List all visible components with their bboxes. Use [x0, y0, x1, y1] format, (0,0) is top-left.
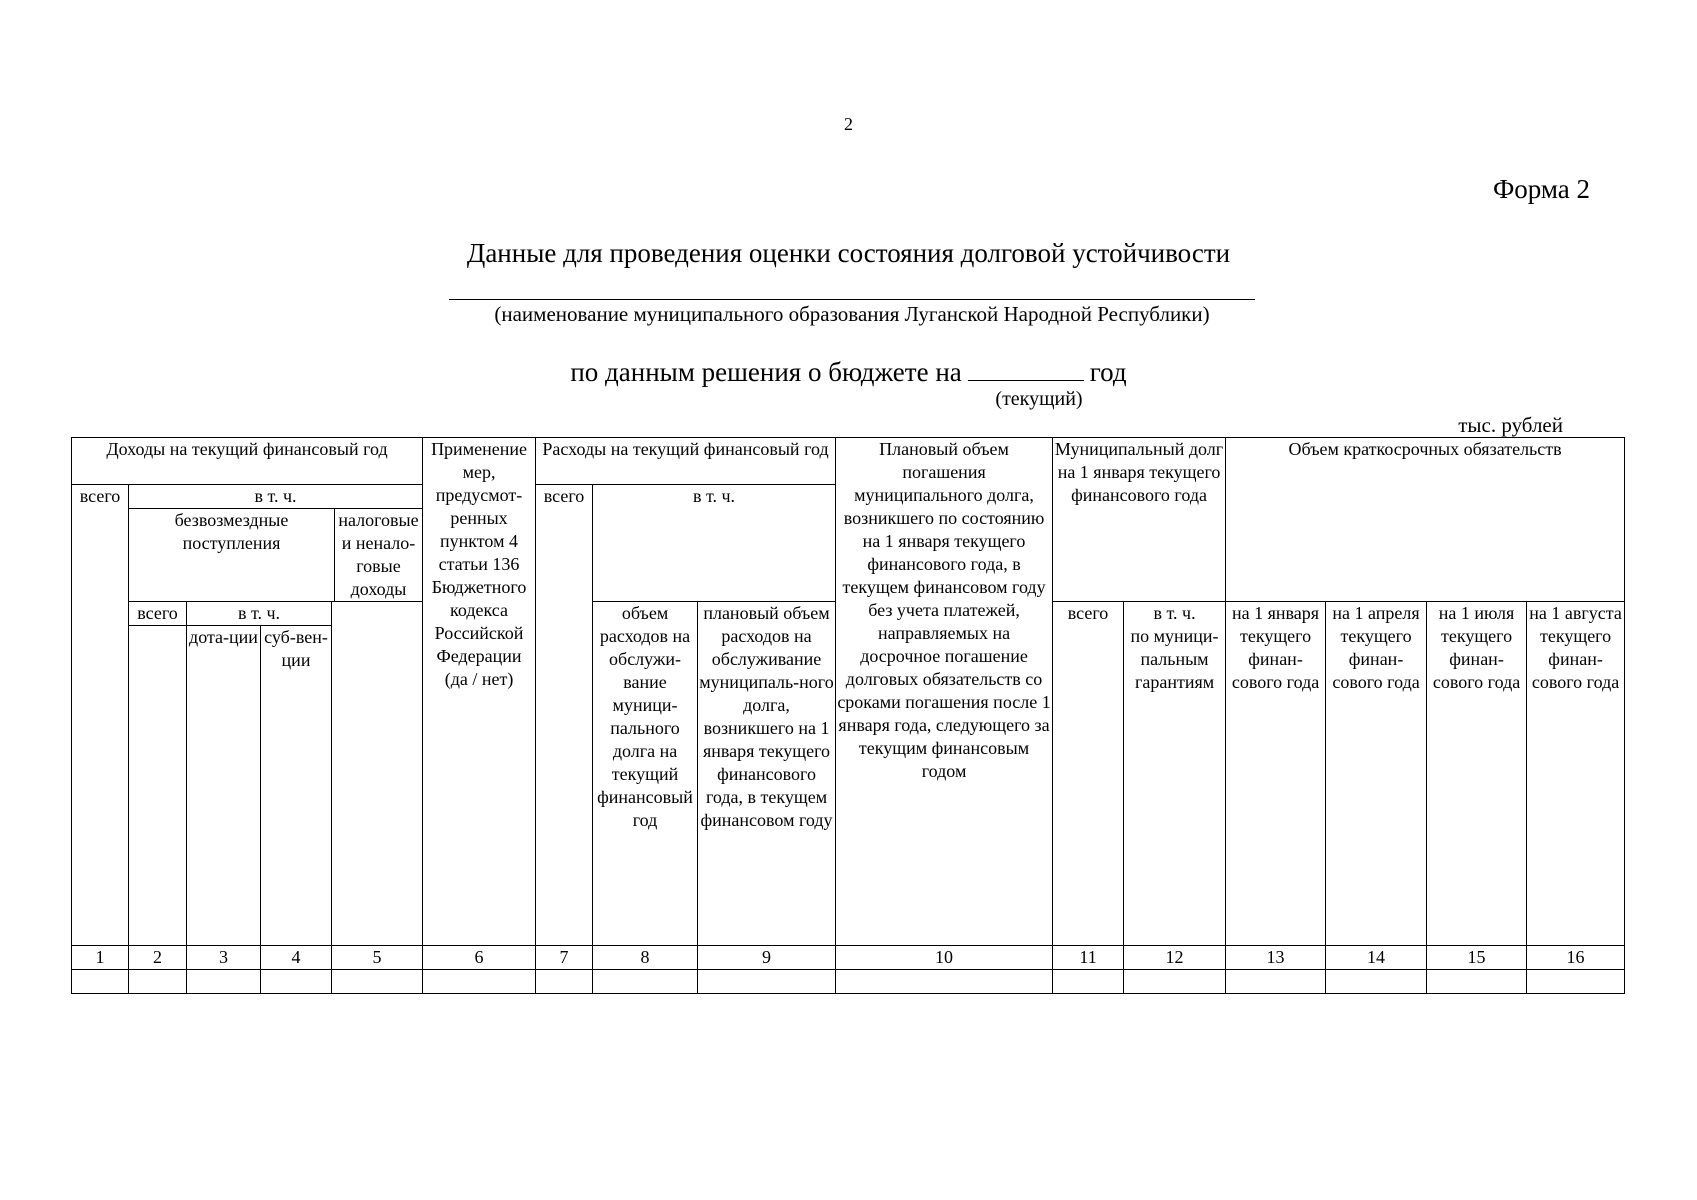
- municipality-name-caption: (наименование муниципального образования Луганской Народной Республики): [494, 302, 1210, 326]
- income-header: Доходы на текущий финансовый год: [72, 438, 423, 485]
- document-subtitle: [0, 357, 1697, 388]
- income-total-header: всего: [72, 485, 129, 946]
- column-number: 14: [1326, 946, 1427, 970]
- data-cell[interactable]: [423, 970, 536, 994]
- gratuitous-total-cell: [129, 626, 187, 946]
- debt-data-table: [71, 437, 1625, 994]
- subventions-header: суб-вен-ции: [261, 626, 332, 946]
- column-number: 11: [1053, 946, 1124, 970]
- column-number: 8: [593, 946, 698, 970]
- data-cell[interactable]: [261, 970, 332, 994]
- data-cell[interactable]: [698, 970, 836, 994]
- column-number: 4: [261, 946, 332, 970]
- subsidies-header: дота-ции: [187, 626, 261, 946]
- tax-revenue-cell: [332, 602, 423, 946]
- debt-total-header: всего: [1053, 602, 1124, 946]
- short-term-obligations-header: Объем краткосрочных обязательств: [1226, 438, 1625, 602]
- data-cell[interactable]: [187, 970, 261, 994]
- column-number: 7: [536, 946, 593, 970]
- gratuitous-including-header: в т. ч.: [187, 602, 332, 626]
- data-cell[interactable]: [72, 970, 129, 994]
- tax-revenue-header: налоговые и ненало-говые доходы: [338, 510, 419, 599]
- column-number: 13: [1226, 946, 1326, 970]
- debt-guarantees-header: [1124, 602, 1226, 946]
- jan1-header: на 1 января текущего финан-сового года: [1226, 602, 1326, 946]
- data-cell[interactable]: [332, 970, 423, 994]
- data-cell[interactable]: [1226, 970, 1326, 994]
- income-including-label: в т. ч.: [254, 486, 297, 506]
- column-number: 2: [129, 946, 187, 970]
- data-cell[interactable]: [536, 970, 593, 994]
- data-cell[interactable]: [129, 970, 187, 994]
- planned-debt-service-header: плановый объем расходов на обслуживание муниципаль-ного долга, возникшего на 1 января текущего финансового года, в текущем финансовом году: [698, 602, 836, 946]
- data-cell[interactable]: [836, 970, 1053, 994]
- column-number: 16: [1527, 946, 1625, 970]
- data-cell[interactable]: [1527, 970, 1625, 994]
- debt-service-header: объем расходов на обслужи-вание муници-пального долга на текущий финансовый год: [593, 602, 698, 946]
- data-entry-row: [72, 970, 1625, 994]
- column-number: 6: [423, 946, 536, 970]
- expenses-header: Расходы на текущий финансовый год: [536, 438, 836, 485]
- subtitle-before: по данным решения о бюджете на: [570, 357, 962, 387]
- document-title: Данные для проведения оценки состояния долговой устойчивости: [466, 238, 1231, 268]
- data-cell[interactable]: [1124, 970, 1226, 994]
- municipality-name-line: [449, 299, 1255, 300]
- column-number: 12: [1124, 946, 1226, 970]
- column-number: 1: [72, 946, 129, 970]
- income-including-header: [129, 485, 423, 602]
- page-number: 2: [844, 114, 853, 134]
- data-cell[interactable]: [1427, 970, 1527, 994]
- expenses-total-header: всего: [536, 485, 593, 946]
- measures-header: Применение мер, предусмот-ренных пунктом 4 статьи 136 Бюджетного кодекса Российской Федерации (да / нет): [423, 438, 536, 946]
- planned-repayment-header: Плановый объем погашения муниципального долга, возникшего по состоянию на 1 января текущего финансового года, в текущем финансовом году без учета платежей, направляемых на досрочное погашение долговых обязательств со сроками погашения после 1 января года, следующего за текущим финансовым годом: [836, 438, 1053, 946]
- subtitle-after: год: [1089, 357, 1127, 387]
- data-cell[interactable]: [593, 970, 698, 994]
- aug1-header: на 1 августа текущего финан-сового года: [1527, 602, 1625, 946]
- expenses-including-header: в т. ч.: [593, 485, 836, 602]
- year-blank-line: [968, 358, 1084, 381]
- debt-including-label: в т. ч.: [1153, 603, 1196, 623]
- jul1-header: на 1 июля текущего финан-сового года: [1427, 602, 1527, 946]
- column-number: 10: [836, 946, 1053, 970]
- column-number: 9: [698, 946, 836, 970]
- gratuitous-receipts-header: безвозмездные поступления: [129, 509, 335, 601]
- column-number: 5: [332, 946, 423, 970]
- column-numbers-row: [72, 946, 1625, 970]
- data-cell[interactable]: [1326, 970, 1427, 994]
- year-caption: (текущий): [995, 388, 1083, 410]
- form-label: Форма 2: [1492, 174, 1590, 204]
- apr1-header: на 1 апреля текущего финан-сового года: [1326, 602, 1427, 946]
- units-label: тыс. рублей: [1458, 413, 1563, 437]
- data-cell[interactable]: [1053, 970, 1124, 994]
- column-number: 3: [187, 946, 261, 970]
- municipal-debt-header: Муниципальный долг на 1 января текущего финансового года: [1053, 438, 1226, 602]
- income-including-subheads: [129, 508, 422, 601]
- column-number: 15: [1427, 946, 1527, 970]
- guarantees-label: по муници-пальным гарантиям: [1130, 626, 1219, 692]
- gratuitous-total-header: всего: [129, 602, 187, 626]
